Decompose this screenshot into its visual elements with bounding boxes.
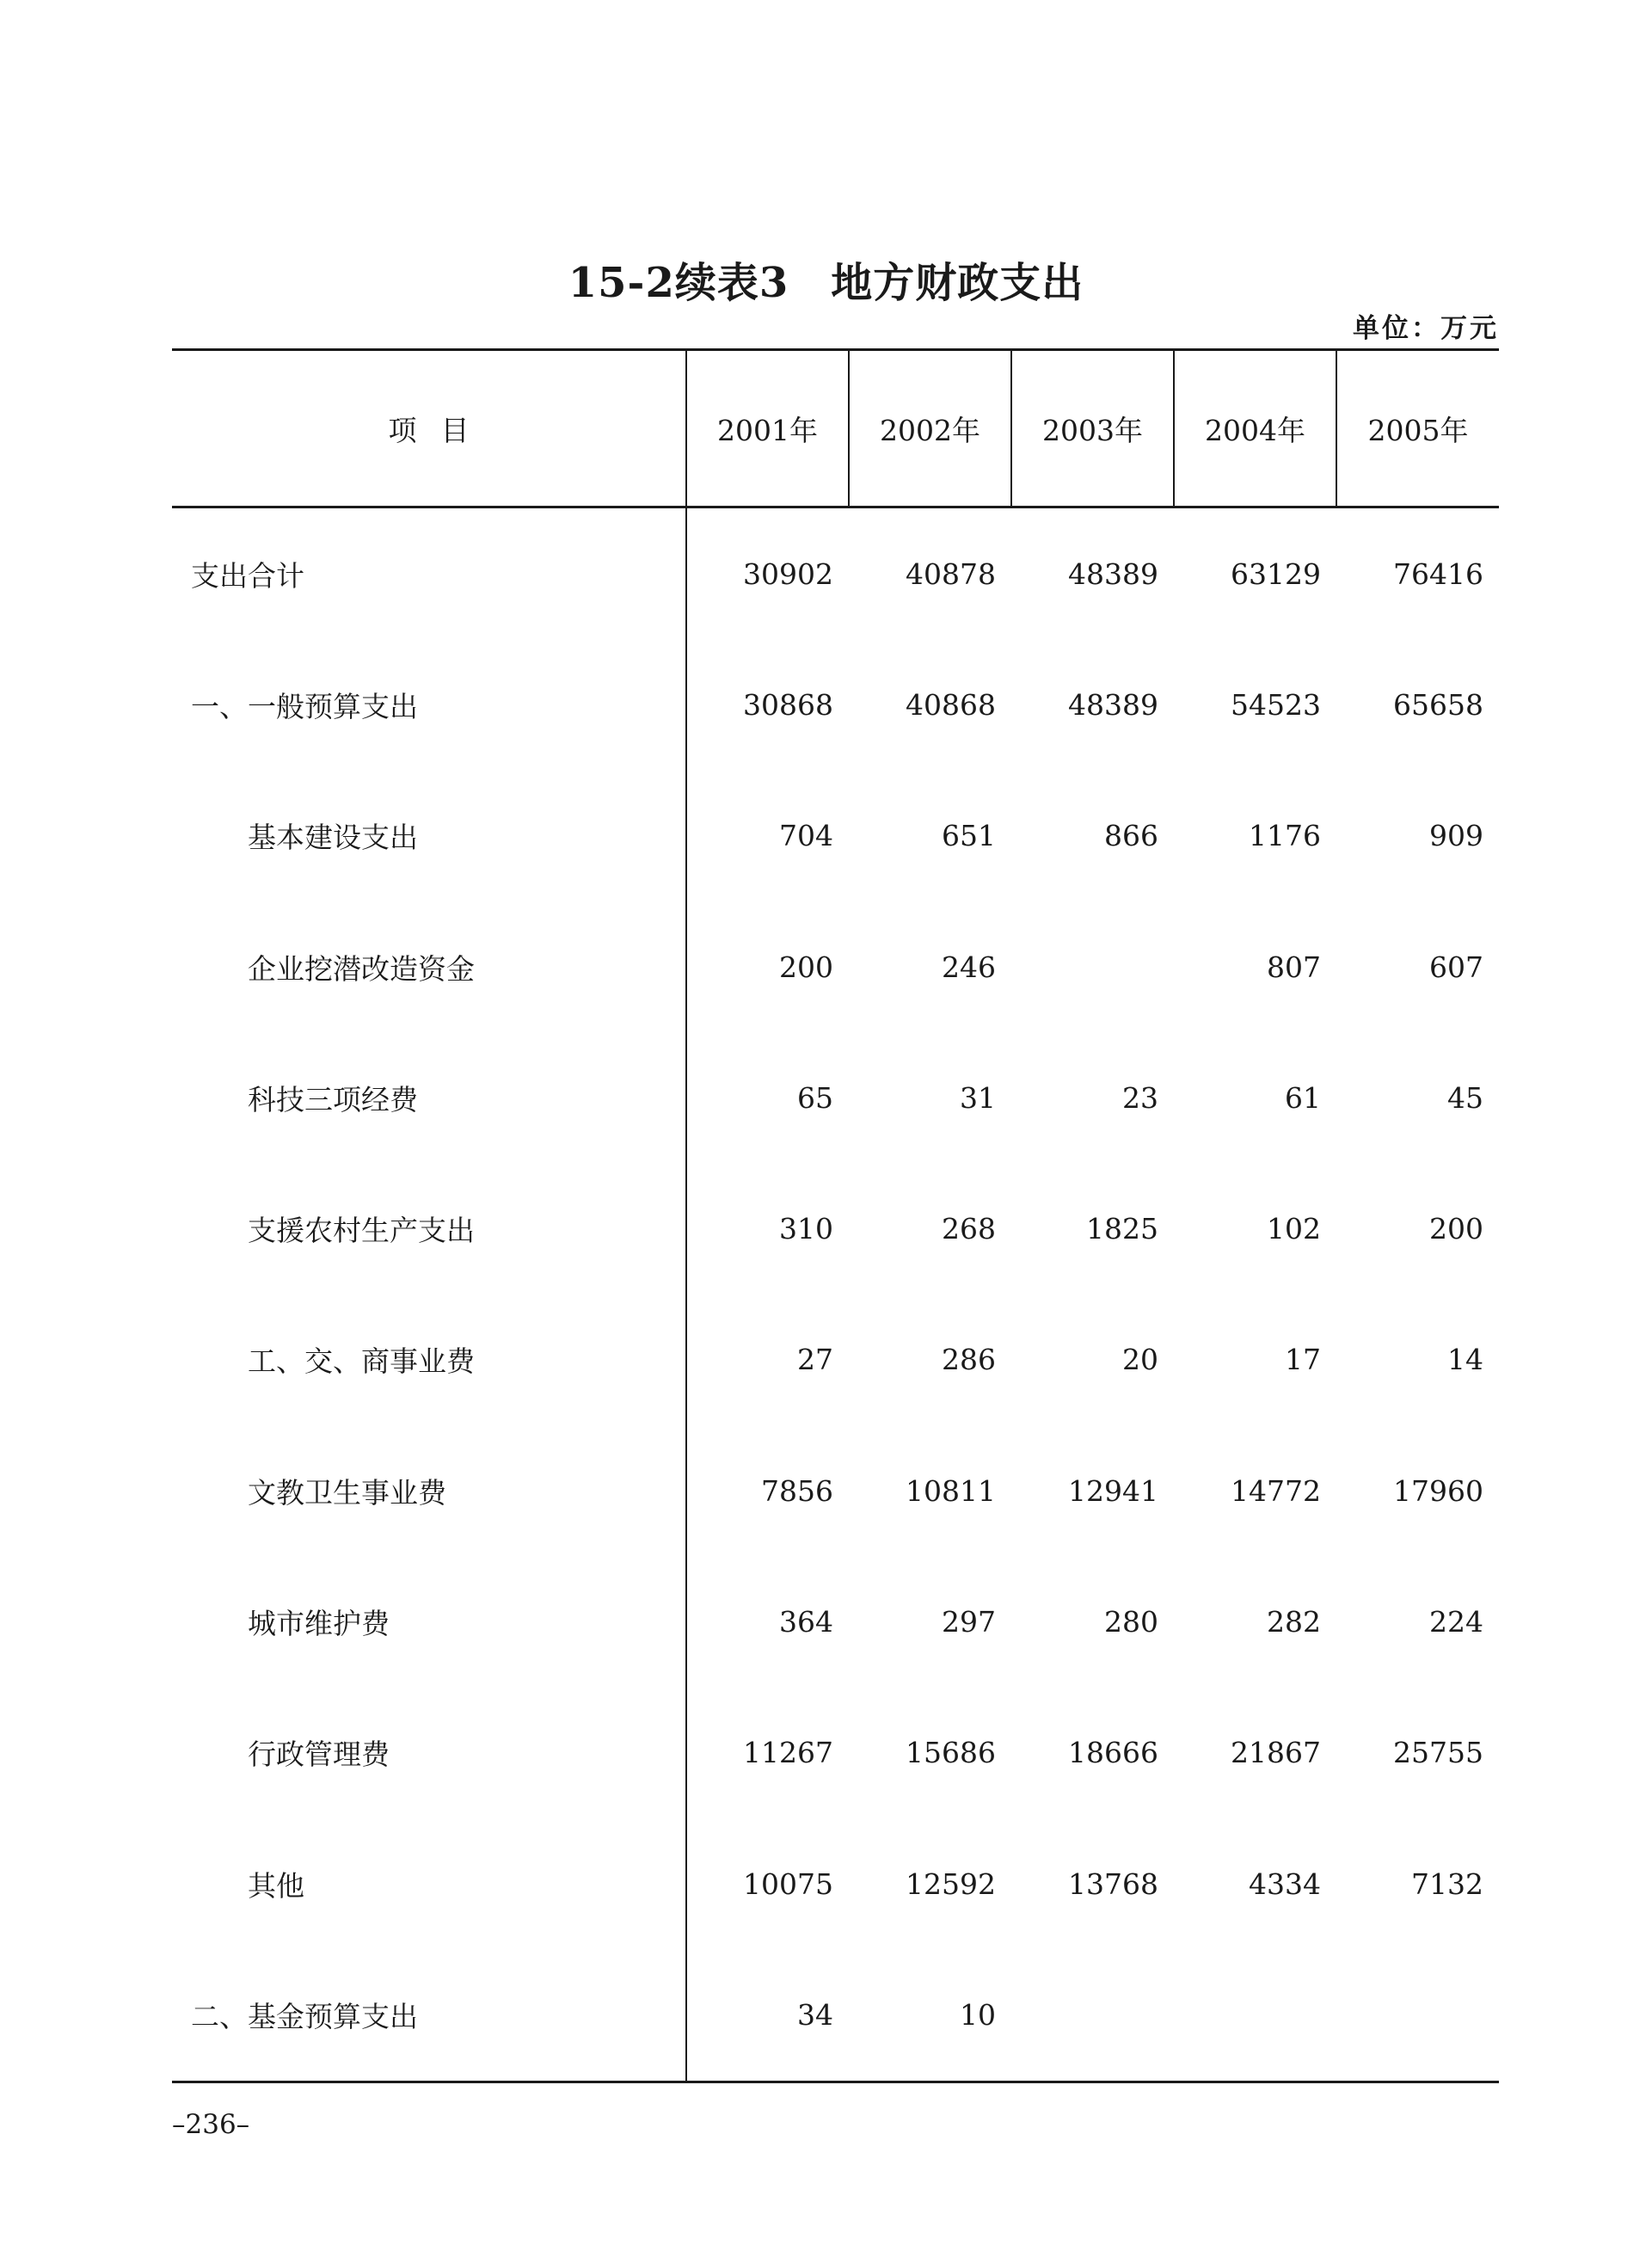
row-label: 科技三项经费 xyxy=(172,1032,686,1163)
value-cell: 224 xyxy=(1429,1605,1483,1639)
row-label: 二、基金预算支出 xyxy=(172,1949,686,2082)
value-cell: 61 xyxy=(1285,1080,1321,1115)
expenditure-table xyxy=(172,348,1499,2083)
table-row xyxy=(172,1295,1499,1425)
table-header-row xyxy=(172,350,1499,507)
table-row xyxy=(172,1163,1499,1294)
value-cell: 10075 xyxy=(743,1866,833,1901)
value-cell: 76416 xyxy=(1393,557,1483,591)
value-cell: 17960 xyxy=(1393,1473,1483,1508)
value-cell: 17 xyxy=(1285,1343,1321,1377)
value-cell xyxy=(1336,1949,1499,2082)
row-label: 一、一般预算支出 xyxy=(172,639,686,770)
value-cell: 282 xyxy=(1267,1605,1321,1639)
row-label: 企业挖潜改造资金 xyxy=(172,901,686,1032)
value-cell: 280 xyxy=(1104,1605,1158,1639)
table-row xyxy=(172,1949,1499,2082)
year-header-2003: 2003年 xyxy=(1011,350,1174,507)
value-cell: 10811 xyxy=(906,1473,996,1508)
value-cell: 1825 xyxy=(1086,1212,1158,1246)
value-cell: 54523 xyxy=(1231,687,1321,722)
row-label: 工、交、商事业费 xyxy=(172,1295,686,1425)
year-header-2004: 2004年 xyxy=(1174,350,1336,507)
value-cell: 651 xyxy=(942,819,996,853)
value-cell: 268 xyxy=(942,1212,996,1246)
value-cell: 297 xyxy=(942,1605,996,1639)
value-cell xyxy=(1174,1949,1336,2082)
value-cell: 25755 xyxy=(1393,1736,1483,1770)
value-cell: 14 xyxy=(1447,1343,1483,1377)
year-header-2002: 2002年 xyxy=(849,350,1011,507)
row-label: 城市维护费 xyxy=(172,1556,686,1687)
value-cell: 246 xyxy=(942,950,996,984)
value-cell: 704 xyxy=(779,819,833,853)
value-cell: 866 xyxy=(1104,819,1158,853)
row-label: 支出合计 xyxy=(172,507,686,640)
year-header-2005: 2005年 xyxy=(1336,350,1499,507)
year-header-2001: 2001年 xyxy=(686,350,849,507)
value-cell: 14772 xyxy=(1231,1473,1321,1508)
value-cell: 807 xyxy=(1267,950,1321,984)
table-row xyxy=(172,507,1499,640)
value-cell xyxy=(1011,1949,1174,2082)
table-row xyxy=(172,1032,1499,1163)
value-cell: 7856 xyxy=(761,1473,833,1508)
row-label: 其他 xyxy=(172,1818,686,1949)
value-cell: 20 xyxy=(1122,1343,1158,1377)
value-cell: 607 xyxy=(1429,950,1483,984)
value-cell: 10 xyxy=(849,1949,1011,2082)
table-row xyxy=(172,1425,1499,1556)
value-cell: 40878 xyxy=(906,557,996,591)
value-cell: 364 xyxy=(779,1605,833,1639)
value-cell: 286 xyxy=(942,1343,996,1377)
table-row xyxy=(172,1556,1499,1687)
row-label: 行政管理费 xyxy=(172,1688,686,1818)
value-cell: 102 xyxy=(1267,1212,1321,1246)
value-cell: 909 xyxy=(1429,819,1483,853)
row-label: 支援农村生产支出 xyxy=(172,1163,686,1294)
value-cell: 4334 xyxy=(1249,1866,1321,1901)
value-cell: 200 xyxy=(779,950,833,984)
table-row xyxy=(172,1818,1499,1949)
value-cell: 310 xyxy=(779,1212,833,1246)
value-cell: 34 xyxy=(686,1949,849,2082)
value-cell: 18666 xyxy=(1068,1736,1158,1770)
table-row xyxy=(172,639,1499,770)
value-cell: 23 xyxy=(1122,1080,1158,1115)
value-cell: 12941 xyxy=(1068,1473,1158,1508)
table-row xyxy=(172,771,1499,901)
value-cell: 27 xyxy=(797,1343,833,1377)
value-cell: 30902 xyxy=(743,557,833,591)
value-cell: 12592 xyxy=(906,1866,996,1901)
value-cell xyxy=(1011,901,1174,1032)
value-cell: 1176 xyxy=(1249,819,1321,853)
value-cell: 200 xyxy=(1429,1212,1483,1246)
unit-label: 单位：万元 xyxy=(1353,313,1499,344)
value-cell: 48389 xyxy=(1068,687,1158,722)
value-cell: 30868 xyxy=(743,687,833,722)
value-cell: 31 xyxy=(960,1080,996,1115)
value-cell: 65658 xyxy=(1393,687,1483,722)
page-number: –236– xyxy=(172,2109,250,2140)
value-cell: 13768 xyxy=(1068,1866,1158,1901)
row-label: 文教卫生事业费 xyxy=(172,1425,686,1556)
table-row xyxy=(172,1688,1499,1818)
value-cell: 21867 xyxy=(1231,1736,1321,1770)
value-cell: 40868 xyxy=(906,687,996,722)
page-title: 15-2续表3 地方财政支出 xyxy=(568,259,1084,307)
value-cell: 11267 xyxy=(743,1736,833,1770)
table-row xyxy=(172,901,1499,1032)
value-cell: 15686 xyxy=(906,1736,996,1770)
value-cell: 63129 xyxy=(1231,557,1321,591)
value-cell: 7132 xyxy=(1411,1866,1483,1901)
value-cell: 45 xyxy=(1447,1080,1483,1115)
value-cell: 48389 xyxy=(1068,557,1158,591)
table-body xyxy=(172,507,1499,2082)
value-cell: 65 xyxy=(797,1080,833,1115)
item-column-header: 项目 xyxy=(172,350,686,507)
row-label: 基本建设支出 xyxy=(172,771,686,901)
